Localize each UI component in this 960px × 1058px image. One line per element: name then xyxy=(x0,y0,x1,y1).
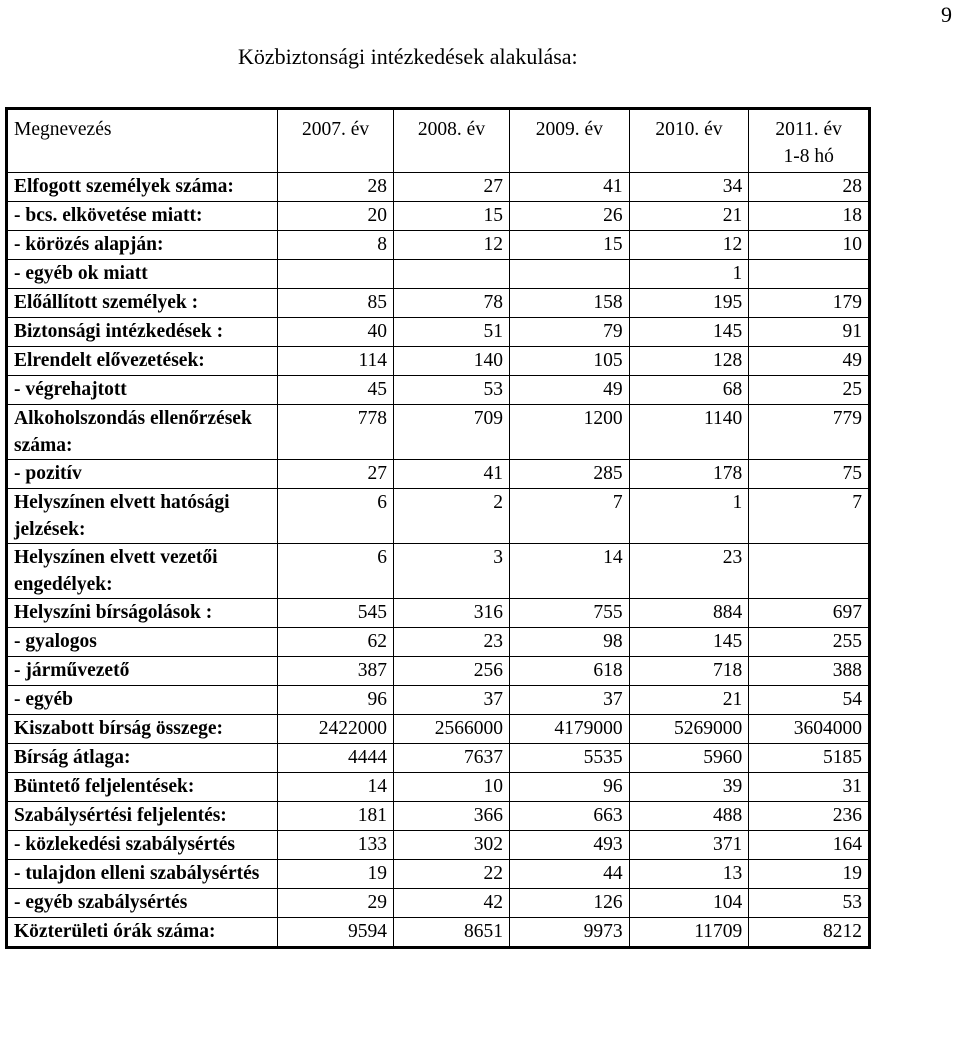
row-value: 7637 xyxy=(394,744,510,773)
row-value: 10 xyxy=(394,773,510,802)
table-row xyxy=(7,773,870,802)
row-value: 49 xyxy=(509,376,629,405)
table-row xyxy=(7,599,870,628)
row-value: 42 xyxy=(394,889,510,918)
row-value: 1 xyxy=(629,489,749,544)
table-header-row xyxy=(7,109,870,173)
row-value: 21 xyxy=(629,202,749,231)
row-value: 85 xyxy=(278,289,394,318)
row-value: 104 xyxy=(629,889,749,918)
row-label: - gyalogos xyxy=(7,628,278,657)
row-label: Előállított személyek : xyxy=(7,289,278,318)
row-value: 4179000 xyxy=(509,715,629,744)
header-year-2008: 2008. év xyxy=(394,109,510,173)
row-value: 709 xyxy=(394,405,510,460)
row-value: 91 xyxy=(749,318,870,347)
row-label: - egyéb xyxy=(7,686,278,715)
row-label: Alkoholszondás ellenőrzések száma: xyxy=(7,405,278,460)
row-value: 44 xyxy=(509,860,629,889)
row-value: 663 xyxy=(509,802,629,831)
row-value: 718 xyxy=(629,657,749,686)
table-row xyxy=(7,628,870,657)
row-value: 316 xyxy=(394,599,510,628)
row-value: 755 xyxy=(509,599,629,628)
row-value: 45 xyxy=(278,376,394,405)
row-value: 2422000 xyxy=(278,715,394,744)
row-value: 10 xyxy=(749,231,870,260)
row-value: 9973 xyxy=(509,918,629,948)
table-row xyxy=(7,489,870,544)
row-label: - egyéb ok miatt xyxy=(7,260,278,289)
row-value: 5185 xyxy=(749,744,870,773)
row-value: 15 xyxy=(509,231,629,260)
row-value: 11709 xyxy=(629,918,749,948)
row-value: 3604000 xyxy=(749,715,870,744)
table-row xyxy=(7,260,870,289)
row-label: - járművezető xyxy=(7,657,278,686)
table-row xyxy=(7,173,870,202)
row-value: 371 xyxy=(629,831,749,860)
row-value: 41 xyxy=(394,460,510,489)
row-value: 8 xyxy=(278,231,394,260)
table-row xyxy=(7,289,870,318)
row-value: 545 xyxy=(278,599,394,628)
row-value: 1140 xyxy=(629,405,749,460)
table-row xyxy=(7,744,870,773)
row-value: 2 xyxy=(394,489,510,544)
row-value: 285 xyxy=(509,460,629,489)
row-label: Szabálysértési feljelentés: xyxy=(7,802,278,831)
row-value: 3 xyxy=(394,544,510,599)
table-row xyxy=(7,686,870,715)
table-row xyxy=(7,715,870,744)
row-value: 255 xyxy=(749,628,870,657)
row-value: 8651 xyxy=(394,918,510,948)
row-value: 22 xyxy=(394,860,510,889)
row-value: 181 xyxy=(278,802,394,831)
row-label: Elfogott személyek száma: xyxy=(7,173,278,202)
row-value: 13 xyxy=(629,860,749,889)
row-value: 53 xyxy=(749,889,870,918)
row-value: 2566000 xyxy=(394,715,510,744)
row-value: 23 xyxy=(629,544,749,599)
row-label: Bírság átlaga: xyxy=(7,744,278,773)
row-value: 126 xyxy=(509,889,629,918)
row-value: 25 xyxy=(749,376,870,405)
table-row xyxy=(7,376,870,405)
row-value: 493 xyxy=(509,831,629,860)
header-year-2011-sub: 1-8 hó xyxy=(783,146,834,167)
header-year-2011 xyxy=(749,109,870,173)
table-row xyxy=(7,202,870,231)
table-row xyxy=(7,860,870,889)
row-value: 37 xyxy=(509,686,629,715)
row-value xyxy=(749,544,870,599)
row-value: 179 xyxy=(749,289,870,318)
row-label: Elrendelt elővezetések: xyxy=(7,347,278,376)
row-value: 20 xyxy=(278,202,394,231)
row-label: - végrehajtott xyxy=(7,376,278,405)
row-label: Helyszínen elvett vezetői engedélyek: xyxy=(7,544,278,599)
row-value: 62 xyxy=(278,628,394,657)
row-value: 145 xyxy=(629,318,749,347)
row-value: 1200 xyxy=(509,405,629,460)
row-value: 387 xyxy=(278,657,394,686)
row-value: 27 xyxy=(278,460,394,489)
row-value: 164 xyxy=(749,831,870,860)
row-value: 388 xyxy=(749,657,870,686)
row-value: 78 xyxy=(394,289,510,318)
row-value: 7 xyxy=(509,489,629,544)
table-row xyxy=(7,231,870,260)
row-value: 68 xyxy=(629,376,749,405)
row-value: 4444 xyxy=(278,744,394,773)
row-value: 884 xyxy=(629,599,749,628)
table-row xyxy=(7,347,870,376)
row-value: 19 xyxy=(749,860,870,889)
header-year-2009: 2009. év xyxy=(509,109,629,173)
row-value: 21 xyxy=(629,686,749,715)
row-value: 697 xyxy=(749,599,870,628)
row-value: 8212 xyxy=(749,918,870,948)
header-label: Megnevezés xyxy=(7,109,278,173)
row-value: 37 xyxy=(394,686,510,715)
row-value: 26 xyxy=(509,202,629,231)
row-value: 96 xyxy=(278,686,394,715)
row-value: 9594 xyxy=(278,918,394,948)
row-value: 128 xyxy=(629,347,749,376)
row-label: - bcs. elkövetése miatt: xyxy=(7,202,278,231)
table-row xyxy=(7,544,870,599)
row-value: 5269000 xyxy=(629,715,749,744)
row-value: 7 xyxy=(749,489,870,544)
table-row xyxy=(7,889,870,918)
row-label: - körözés alapján: xyxy=(7,231,278,260)
row-value: 105 xyxy=(509,347,629,376)
statistics-table xyxy=(5,107,871,949)
row-value: 40 xyxy=(278,318,394,347)
row-value: 15 xyxy=(394,202,510,231)
row-value: 14 xyxy=(278,773,394,802)
page-title: Közbiztonsági intézkedések alakulása: xyxy=(238,44,578,69)
row-value: 39 xyxy=(629,773,749,802)
row-label: Helyszíni bírságolások : xyxy=(7,599,278,628)
table-row xyxy=(7,657,870,686)
row-value: 779 xyxy=(749,405,870,460)
table-row xyxy=(7,460,870,489)
table-row xyxy=(7,802,870,831)
row-value: 27 xyxy=(394,173,510,202)
row-value: 12 xyxy=(629,231,749,260)
row-value: 31 xyxy=(749,773,870,802)
row-value: 79 xyxy=(509,318,629,347)
row-value: 19 xyxy=(278,860,394,889)
row-label: - közlekedési szabálysértés xyxy=(7,831,278,860)
row-value: 778 xyxy=(278,405,394,460)
row-value: 41 xyxy=(509,173,629,202)
row-value: 54 xyxy=(749,686,870,715)
header-year-2011-label: 2011. év xyxy=(775,119,842,140)
row-value xyxy=(509,260,629,289)
row-value: 488 xyxy=(629,802,749,831)
row-label: - egyéb szabálysértés xyxy=(7,889,278,918)
row-value: 5535 xyxy=(509,744,629,773)
row-value: 23 xyxy=(394,628,510,657)
table-row xyxy=(7,831,870,860)
row-value: 178 xyxy=(629,460,749,489)
row-value: 618 xyxy=(509,657,629,686)
row-value: 98 xyxy=(509,628,629,657)
row-value: 158 xyxy=(509,289,629,318)
row-value: 29 xyxy=(278,889,394,918)
row-label: Kiszabott bírság összege: xyxy=(7,715,278,744)
row-value: 145 xyxy=(629,628,749,657)
row-value: 49 xyxy=(749,347,870,376)
row-value: 366 xyxy=(394,802,510,831)
row-value: 53 xyxy=(394,376,510,405)
row-label: Helyszínen elvett hatósági jelzések: xyxy=(7,489,278,544)
row-value: 6 xyxy=(278,489,394,544)
row-value: 1 xyxy=(629,260,749,289)
row-value: 256 xyxy=(394,657,510,686)
row-value: 6 xyxy=(278,544,394,599)
row-value: 195 xyxy=(629,289,749,318)
row-value: 5960 xyxy=(629,744,749,773)
table-row xyxy=(7,405,870,460)
row-label: Biztonsági intézkedések : xyxy=(7,318,278,347)
row-value: 34 xyxy=(629,173,749,202)
row-value: 28 xyxy=(278,173,394,202)
table-row xyxy=(7,918,870,948)
row-value: 236 xyxy=(749,802,870,831)
table-row xyxy=(7,318,870,347)
row-value xyxy=(749,260,870,289)
row-value xyxy=(278,260,394,289)
row-label: - tulajdon elleni szabálysértés xyxy=(7,860,278,889)
row-value: 12 xyxy=(394,231,510,260)
row-value: 18 xyxy=(749,202,870,231)
row-label: Büntető feljelentések: xyxy=(7,773,278,802)
page-number: 9 xyxy=(941,2,952,27)
row-value: 114 xyxy=(278,347,394,376)
row-value xyxy=(394,260,510,289)
header-year-2010: 2010. év xyxy=(629,109,749,173)
row-value: 133 xyxy=(278,831,394,860)
row-label: - pozitív xyxy=(7,460,278,489)
row-value: 28 xyxy=(749,173,870,202)
row-value: 51 xyxy=(394,318,510,347)
statistics-table-body xyxy=(7,109,870,948)
row-value: 140 xyxy=(394,347,510,376)
row-value: 96 xyxy=(509,773,629,802)
row-label: Közterületi órák száma: xyxy=(7,918,278,948)
row-value: 75 xyxy=(749,460,870,489)
row-value: 14 xyxy=(509,544,629,599)
header-year-2007: 2007. év xyxy=(278,109,394,173)
row-value: 302 xyxy=(394,831,510,860)
